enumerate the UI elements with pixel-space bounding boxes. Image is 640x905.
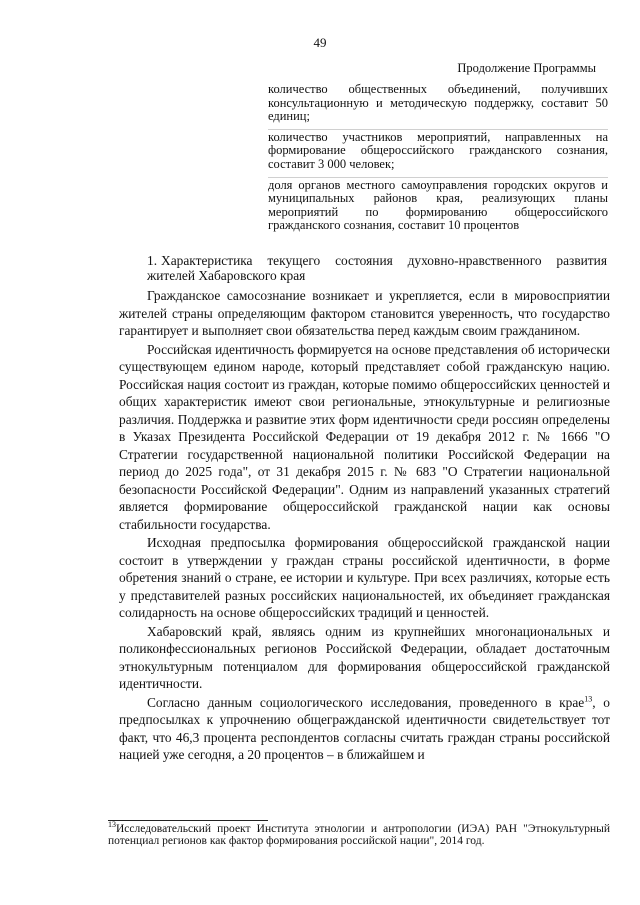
footnote-divider (108, 820, 268, 821)
section-number: 1. (147, 253, 158, 268)
paragraph-text: Согласно данным социологического исследования, проведенного в крае (147, 694, 585, 710)
page-number: 49 (313, 35, 327, 50)
footnote-marker: 13 (108, 820, 116, 830)
section-title: Характеристика текущего состояния духовно-нравственного развития жителей Хабаровского края (147, 253, 607, 283)
indicator-item: количество участников мероприятий, направленных на формирование общероссийского гражданского сознания, составит 3 000 человек; (268, 129, 608, 171)
paragraph: Российская идентичность формируется на основе представления об исторически существующем едином народе, который представляет собой гражданскую нацию. Российская нация состоит из граждан, которые помимо общероссийских ценностей и общих характеристик имеют свои региональные, этнокультурные и религиозные различия. Поддержка и развитие этих форм идентичности среди россиян определены в Указах Президента Российской Федерации от 19 декабря 2012 г. № 1666 "О Стратегии государственной национальной политики Российской Федерации на период до 2025 года", от 31 декабря 2015 г. № 683 "О Стратегии национальной безопасности Российской Федерации". Одним из направлений указанных стратегий является формирование общероссийской гражданской нации как основы стабильности государства. (119, 341, 610, 532)
continuation-label: Продолжение Программы (457, 61, 596, 75)
footnote (108, 820, 610, 847)
footnote-text: Исследовательский проект Института этнологии и антропологии (ИЭА) РАН "Этнокультурный потенциал регионов как фактор формирования российской нации", 2014 год. (108, 823, 610, 847)
indicators-cell (268, 82, 608, 238)
paragraph: Исходная предпосылка формирования общероссийской гражданской нации состоит в утверждении у граждан страны российской идентичности, в форме обретения знаний о стране, ее истории и культуре. При всех различиях, которые есть у представителей разных российских национальностей, их объединяет гражданская солидарность на основе общероссийских традиций и ценностей. (119, 535, 610, 620)
footnote-reference[interactable]: 13 (584, 694, 593, 704)
paragraph: Гражданское самосознание возникает и укрепляется, если в мировосприятии жителей страны определяющим фактором становится уверенность, что государство гарантирует и выполняет свои обязательства перед каждым своим гражданином. (119, 288, 610, 338)
body-text (119, 287, 610, 765)
indicator-item: доля органов местного самоуправления городских округов и муниципальных районов края, реализующих планы мероприятий по формированию общероссийского гражданского сознания, составит 10 процентов (268, 177, 608, 233)
section-heading (147, 254, 607, 283)
paragraph: Хабаровский край, являясь одним из крупнейших многонациональных и поликонфессиональных регионов Российской Федерации, обладает достаточным этнокультурным потенциалом для формирования общероссийской гражданской идентичности. (119, 623, 610, 691)
indicator-item: количество общественных объединений, получивших консультационную и методическую поддержку, составит 50 единиц; (268, 82, 608, 124)
paragraph-last (119, 694, 610, 764)
paragraph-text: , о предпосылках к упрочнению общегражданской идентичности свидетельствует тот факт, что 46,3 процента респондентов согласны считать граждан страны российской нацией уже сегодня, а 20 процентов – в ближайшем и (119, 694, 610, 762)
